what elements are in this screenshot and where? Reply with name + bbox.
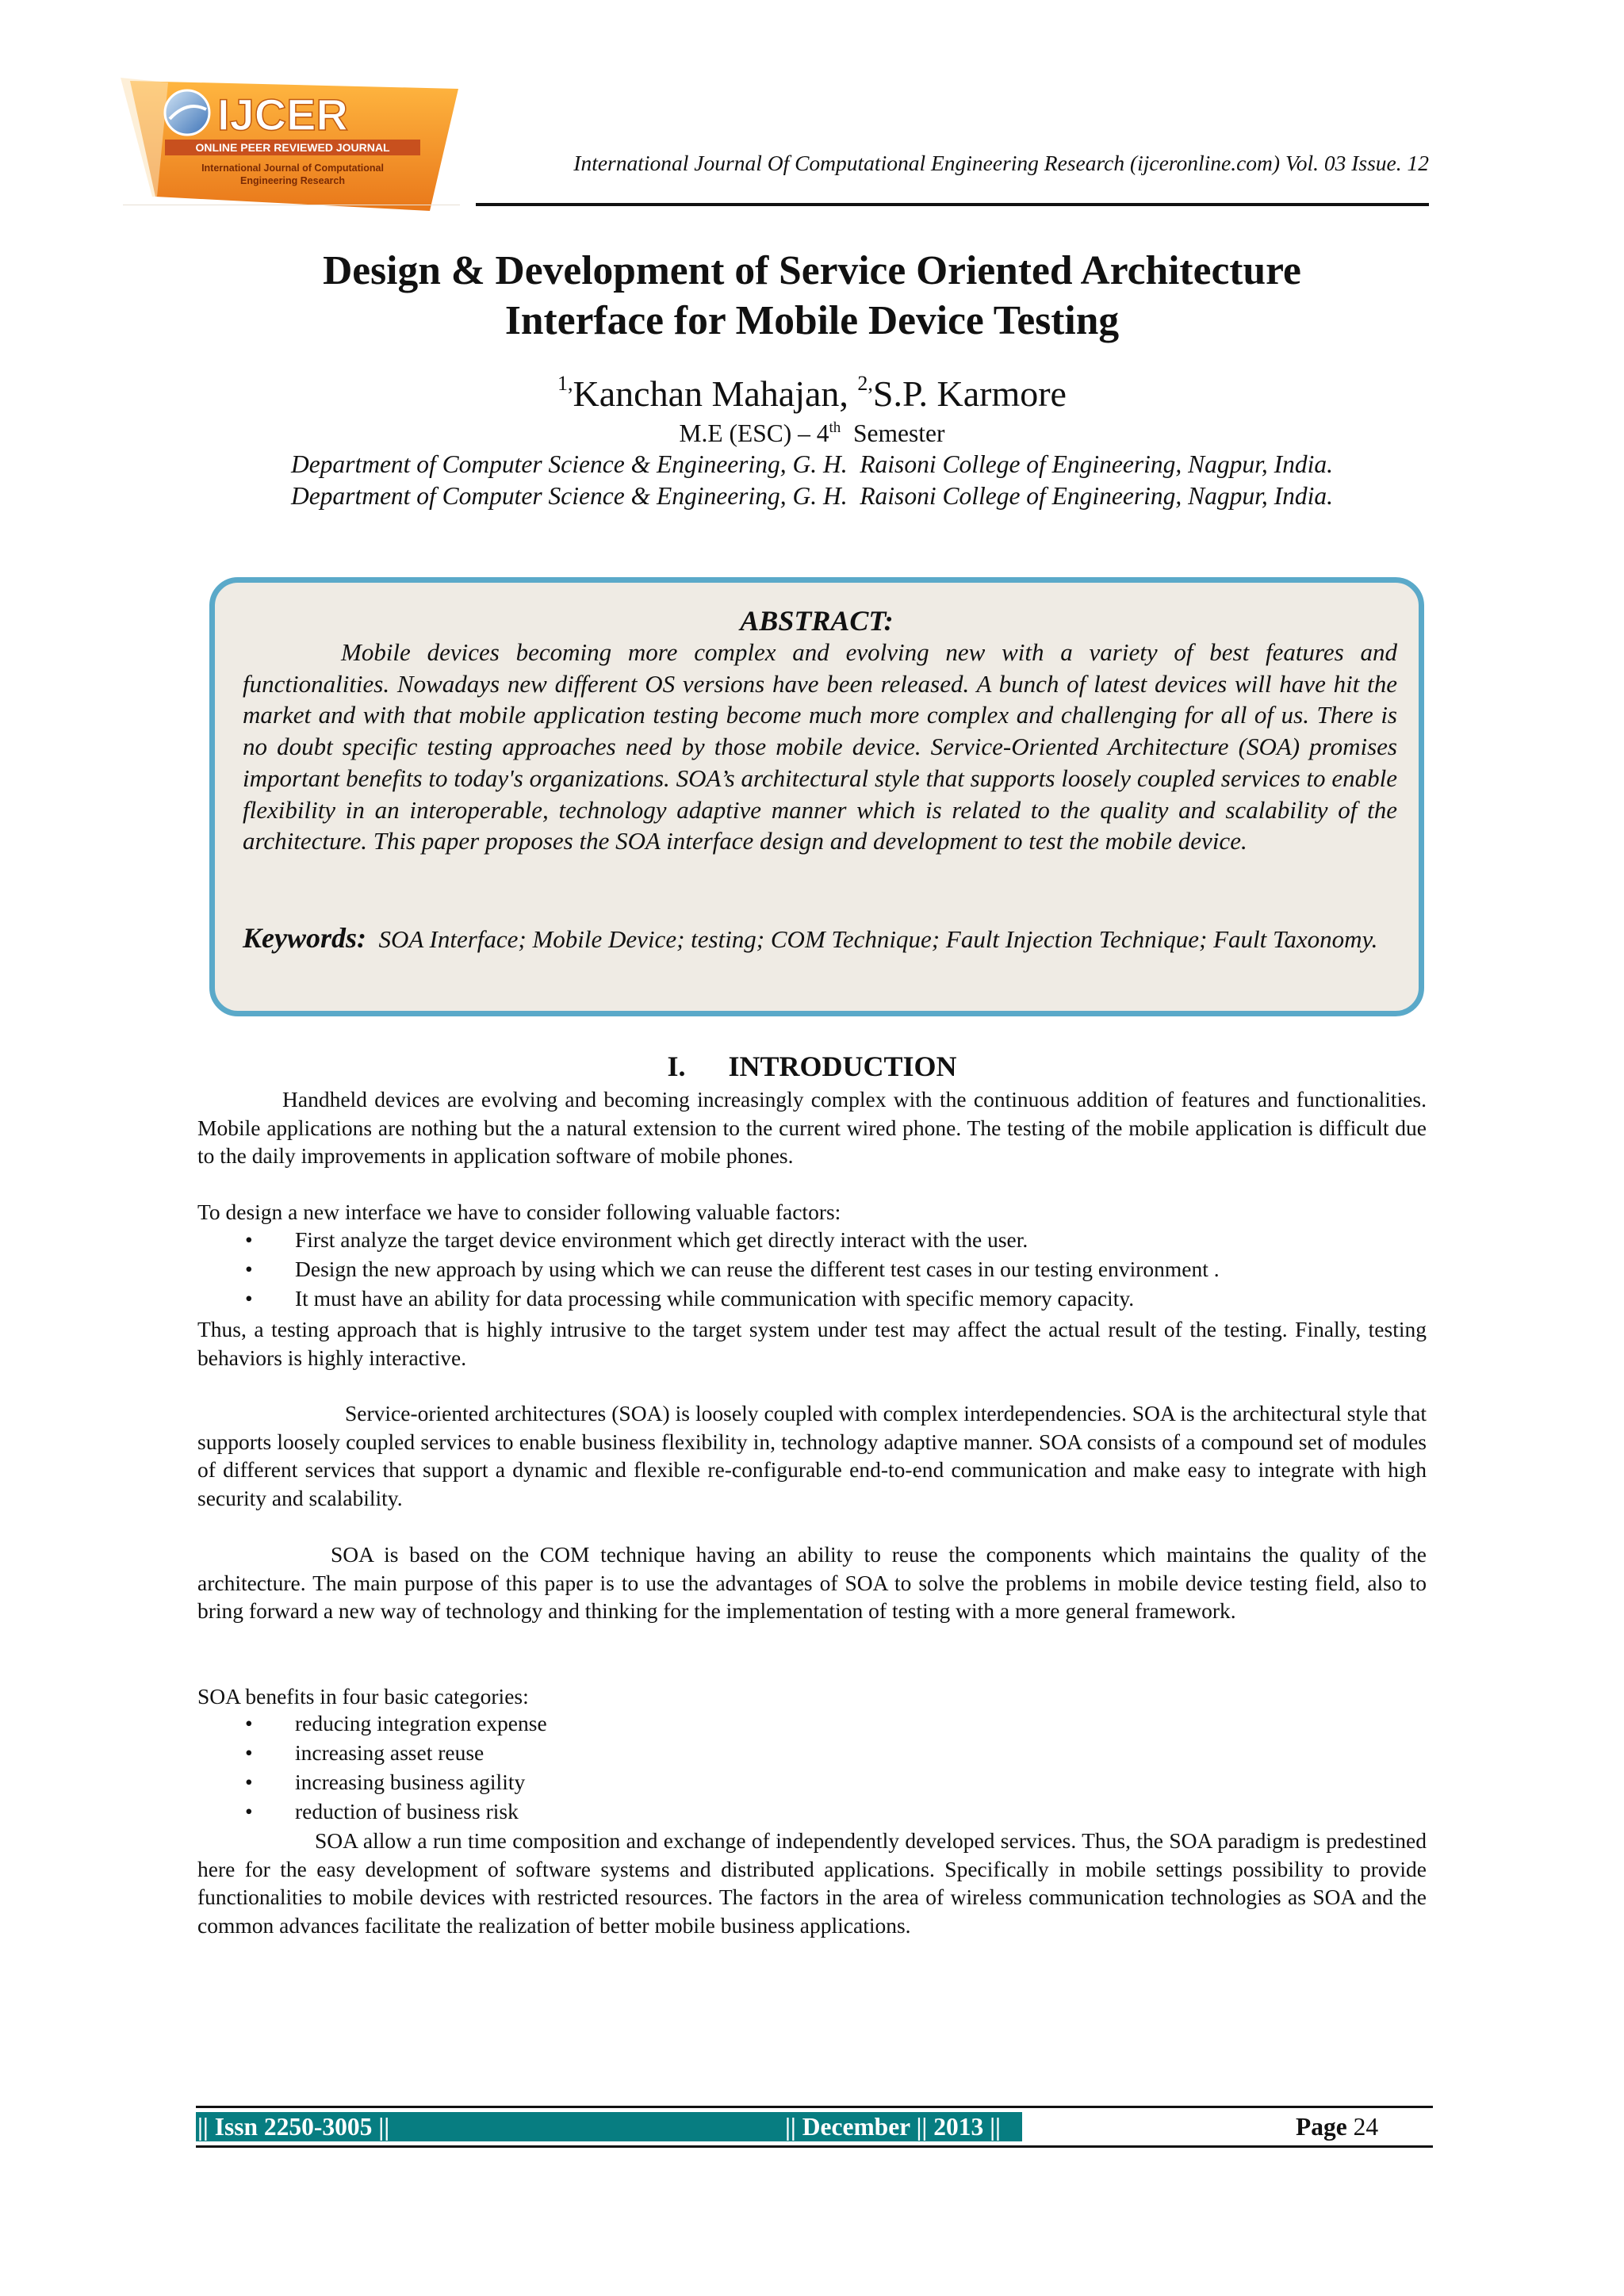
- keywords: [243, 920, 1397, 958]
- abstract-heading: ABSTRACT:: [740, 605, 894, 637]
- paper-title-line1: Design & Development of Service Oriented Architecture: [323, 248, 1301, 293]
- logo-globe-icon: [165, 90, 209, 135]
- list-item: [197, 1767, 1427, 1797]
- list-item-text: First analyze the target device environment which get directly interact with the user.: [295, 1227, 1028, 1252]
- section-heading-introduction: I. INTRODUCTION: [667, 1050, 957, 1082]
- logo-subtitle-line2: Engineering Research: [240, 175, 345, 186]
- list-item: [197, 1709, 1427, 1738]
- list-item-text: reduction of business risk: [295, 1799, 519, 1823]
- bullet-icon: •: [245, 1740, 253, 1765]
- semester-line: [103, 419, 1521, 448]
- intro-paragraph-4: Service-oriented architectures (SOA) is loosely coupled with complex interdependencies. SOA is the architectural style that supports loosely coupled services to enable business flexibility in, technology adaptive manner. SOA consists of a compound set of modules of different services that support a dynamic and flexible re-configurable end-to-end communication and make easy to integrate with high security and scalability.: [197, 1401, 1427, 1510]
- author2-affil: 2,: [857, 372, 873, 395]
- semester-prefix: M.E (ESC) – 4: [679, 419, 829, 447]
- intro-paragraph-6: SOA benefits in four basic categories:: [197, 1684, 529, 1709]
- intro-paragraph-3: Thus, a testing approach that is highly intrusive to the target system under test may affect the actual result of the testing. Finally, testing behaviors is highly interactive.: [197, 1317, 1427, 1370]
- bullet-icon: •: [245, 1257, 253, 1281]
- intro-paragraph-5: SOA is based on the COM technique having an ability to reuse the components which maintains the quality of the architecture. The main purpose of this paper is to use the advantages of SOA to solve the problems in mobile device testing field, also to bring forward a new way of technology and thinking for the implementation of testing with a more general framework.: [197, 1542, 1427, 1623]
- keywords-text: SOA Interface; Mobile Device; testing; COM Technique; Fault Injection Technique; Fault Taxonomy.: [366, 925, 1378, 953]
- logo-banner: ONLINE PEER REVIEWED JOURNAL: [195, 141, 390, 154]
- bullet-icon: •: [245, 1711, 253, 1735]
- author-line: [103, 373, 1521, 415]
- footer-page: [1296, 2112, 1378, 2141]
- list-item: [197, 1225, 1427, 1254]
- list-item-text: increasing asset reuse: [295, 1740, 485, 1765]
- list-item-text: increasing business agility: [295, 1770, 526, 1794]
- list-item-text: Design the new approach by using which we can reuse the different test cases in our testing environment .: [295, 1257, 1220, 1281]
- keywords-label: Keywords:: [243, 922, 366, 954]
- paper-title-line2: Interface for Mobile Device Testing: [504, 298, 1120, 343]
- intro-paragraph-2: To design a new interface we have to consider following valuable factors:: [197, 1200, 841, 1224]
- semester-suffix: Semester: [841, 419, 945, 447]
- list-item-text: It must have an ability for data processing while communication with specific memory capacity.: [295, 1286, 1135, 1311]
- footer-rule-top: [196, 2106, 1433, 2108]
- footer-rule-bottom: [196, 2145, 1433, 2148]
- semester-sup: th: [829, 419, 841, 436]
- author2-name: S.P. Karmore: [872, 373, 1067, 414]
- list-item: [197, 1738, 1427, 1767]
- page-number: 24: [1353, 2113, 1379, 2141]
- list-item-text: reducing integration expense: [295, 1711, 547, 1735]
- intro-paragraph-7: SOA allow a run time composition and exchange of independently developed services. Thus, the SOA paradigm is predestined here for the easy development of software systems and distributed applications. Specifically in mobile settings possibility to provide functionalities to mobile devices with restricted resources. The factors in the area of wireless communication technologies as SOA and the common advances facilitate the realization of better mobile business applications.: [197, 1828, 1427, 1938]
- abstract-text: Mobile devices becoming more complex and evolving new with a variety of best features and functionalities. Nowadays new different OS versions have been released. A bunch of latest devices will have hit the market and with that mobile application testing become much more complex and challenging for all of us. There is no doubt specific testing approaches need by those mobile device. Service-Oriented Architecture (SOA) promises important benefits to today's organizations. SOA’s architectural style that supports loosely coupled services to enable flexibility in an interoperable, technology adaptive manner which is related to the quality and scalability of the architecture. This paper proposes the SOA interface design and development to test the mobile device.: [243, 638, 1397, 855]
- bullet-icon: •: [245, 1227, 253, 1252]
- author1-name: Kanchan Mahajan,: [573, 373, 848, 414]
- affiliation-1: Department of Computer Science & Engineering, G. H. Raisoni College of Engineering, Nagpur, India.: [290, 450, 1334, 478]
- header-rule: [476, 203, 1429, 206]
- bullet-icon: •: [245, 1770, 253, 1794]
- factors-list: [197, 1225, 1427, 1313]
- footer-issn: || Issn 2250-3005 ||: [197, 2113, 390, 2141]
- benefits-list: [197, 1709, 1427, 1826]
- page-label: Page: [1296, 2113, 1347, 2141]
- logo-text: IJCER: [217, 90, 348, 140]
- list-item: [197, 1254, 1427, 1284]
- journal-header: International Journal Of Computational Engineering Research (ijceronline.com) Vol. 03 Issue. 12: [573, 151, 1429, 175]
- list-item: [197, 1797, 1427, 1826]
- logo-underline: [123, 205, 460, 221]
- logo-subtitle-line1: International Journal of Computational: [201, 163, 384, 174]
- bullet-icon: •: [245, 1286, 253, 1311]
- intro-paragraph-1: Handheld devices are evolving and becoming increasingly complex with the continuous addition of features and functionalities. Mobile applications are nothing but the a natural extension to the current wired phone. The testing of the mobile application is difficult due to the daily improvements in application software of mobile phones.: [197, 1087, 1427, 1168]
- footer-date: || December || 2013 ||: [785, 2113, 1001, 2141]
- list-item: [197, 1284, 1427, 1313]
- journal-logo: [121, 78, 460, 212]
- bullet-icon: •: [245, 1799, 253, 1823]
- author1-affil: 1,: [557, 372, 573, 395]
- affiliation-2: Department of Computer Science & Engineering, G. H. Raisoni College of Engineering, Nagpur, India.: [290, 482, 1334, 510]
